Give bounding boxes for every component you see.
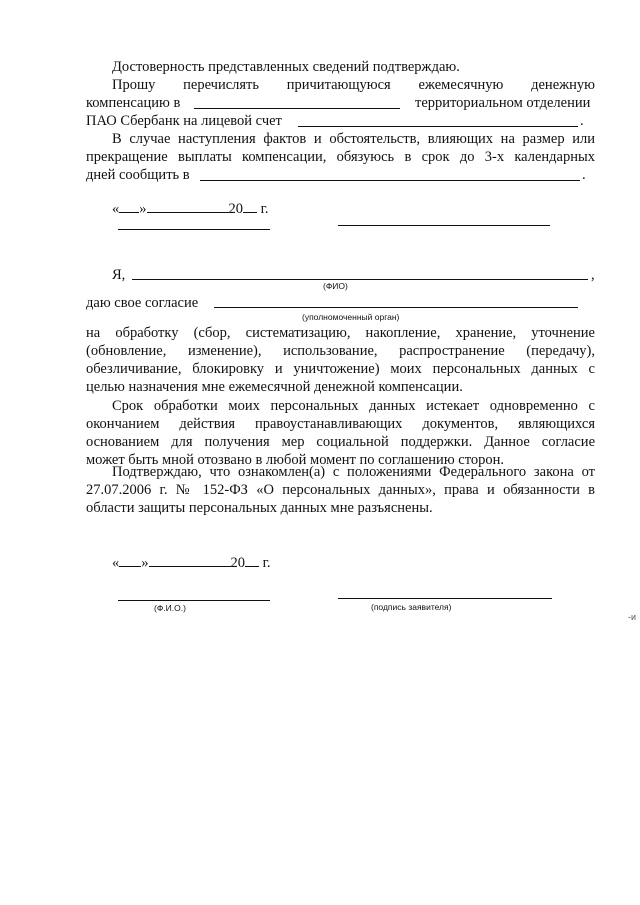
account-field-line: [298, 126, 578, 127]
notify-line-2: прекращение выплаты компенсации, обязуюсь в срок до 3-х календарных: [86, 149, 595, 165]
term-line-3: основанием для получения мер социальной поддержки. Данное согласие: [86, 434, 595, 450]
year-field-2: [245, 553, 259, 567]
applicant-signature-line: [338, 598, 552, 599]
fio-caption: (ФИО): [323, 281, 348, 291]
processing-line-3: обезличивание, блокировку и уничтожение) моих персональных данных с: [86, 361, 595, 377]
fio-signature-line: [118, 600, 270, 601]
date-year-suffix-2: г.: [262, 555, 271, 571]
day-field-2: [119, 553, 141, 567]
processing-line-2: (обновление, изменение), использование, распространение (передачу),: [86, 343, 595, 359]
term-line-1: Срок обработки моих персональных данных истекает одновременно с: [112, 398, 595, 414]
consent-give: даю свое согласие: [86, 295, 199, 311]
notify-period: .: [582, 167, 586, 183]
request-line-2-start: компенсацию в: [86, 95, 181, 111]
request-line-2-end: территориальном отделении: [415, 95, 591, 111]
organ-field-line: [214, 307, 578, 308]
signature-line-right-1: [338, 225, 550, 226]
day-field: [119, 199, 139, 213]
law-line-1: Подтверждаю, что ознакомлен(а) с положениями Федерального закона от: [112, 464, 595, 480]
date-open-quote-2: «: [112, 555, 120, 571]
term-line-2: окончанием действия правоустанавливающих документов, являющихся: [86, 416, 595, 432]
request-line-1: Прошу перечислять причитающуюся ежемесячную денежную: [112, 77, 595, 93]
notify-field-line: [200, 180, 580, 181]
year-field: [243, 199, 257, 213]
fio-signature-caption: (Ф.И.О.): [154, 603, 186, 613]
date-row-2: [112, 553, 271, 572]
fio-field-line: [132, 279, 588, 280]
term-line-4: может быть мной отозвано в любой момент по соглашению сторон.: [86, 452, 504, 468]
month-field: [147, 199, 229, 213]
confirmation-text: Достоверность представленных сведений подтверждаю.: [112, 59, 460, 75]
request-period: .: [580, 113, 584, 129]
organ-caption: (уполномоченный орган): [302, 312, 400, 322]
date-close-quote-2: »: [141, 555, 149, 571]
date-close-quote: »: [139, 201, 147, 217]
law-line-3: области защиты персональных данных мне разъяснены.: [86, 500, 433, 516]
date-open-quote: «: [112, 201, 120, 217]
date-year-prefix-2: 20: [230, 555, 245, 571]
processing-line-4: целью назначения мне ежемесячной денежной компенсации.: [86, 379, 463, 395]
processing-line-1: на обработку (сбор, систематизацию, накопление, хранение, уточнение: [86, 325, 595, 341]
request-line-3: ПАО Сбербанк на лицевой счет: [86, 113, 282, 129]
notify-line-1: В случае наступления фактов и обстоятельств, влияющих на размер или: [112, 131, 595, 147]
date-year-suffix: г.: [260, 201, 269, 217]
date-year-prefix: 20: [228, 201, 243, 217]
month-field-2: [149, 553, 231, 567]
law-line-2: 27.07.2006 г. № 152-ФЗ «О персональных данных», права и обязанности в: [86, 482, 595, 498]
notify-line-3: дней сообщить в: [86, 167, 190, 183]
date-row-1: [112, 199, 269, 218]
applicant-signature-caption: (подпись заявителя): [371, 602, 452, 612]
margin-mark: -и: [628, 612, 637, 622]
consent-i: Я,: [112, 267, 126, 283]
consent-comma: ,: [591, 267, 595, 283]
branch-field-line: [194, 108, 400, 109]
signature-line-left-1: [118, 229, 270, 230]
